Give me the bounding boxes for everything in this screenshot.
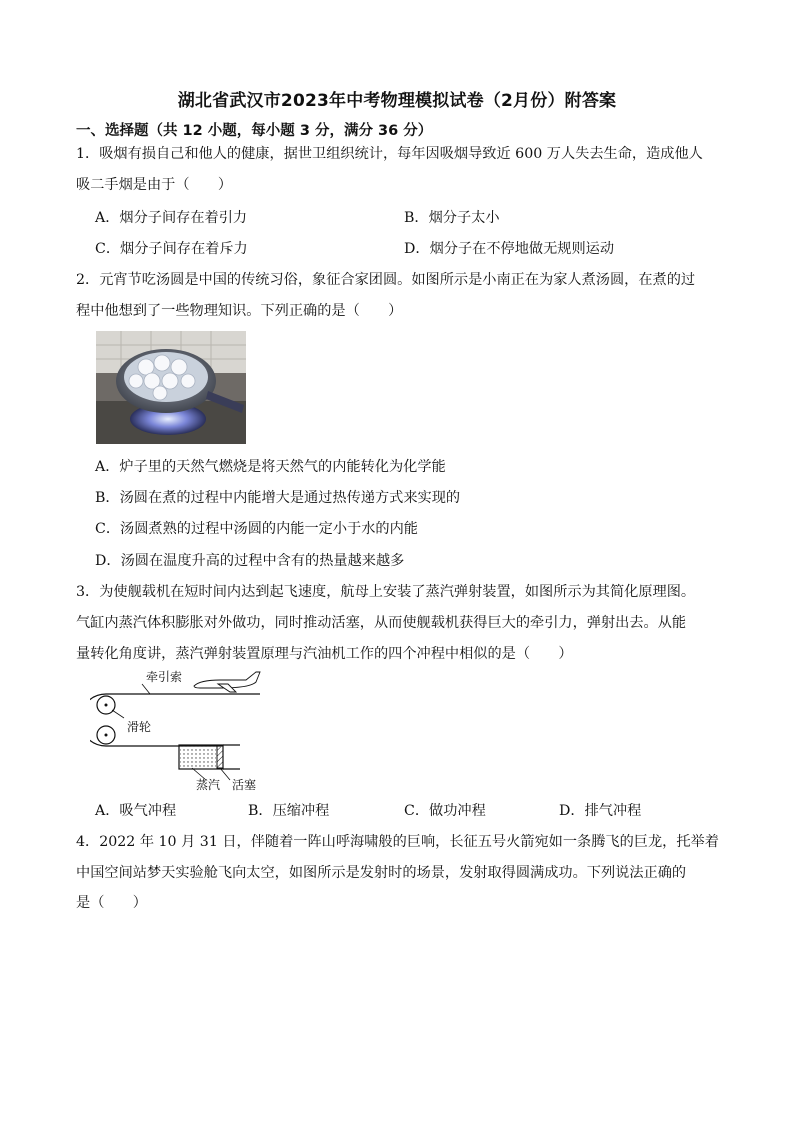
q3-option-b: B．压缩冲程 xyxy=(248,803,330,819)
section-heading: 一、选择题（共 12 小题，每小题 3 分，满分 36 分） xyxy=(76,123,433,139)
q2-stem-line2: 程中他想到了一些物理知识。下列正确的是（ ） xyxy=(76,303,403,319)
q2-tangyuan-photo xyxy=(96,331,246,444)
q1-stem-line1: 1．吸烟有损自己和他人的健康，据世卫组织统计，每年因吸烟导致近 600 万人失去生命，造成他人 xyxy=(76,146,703,162)
q3-label-steam: 蒸汽 xyxy=(196,778,221,792)
q3-stem-line3: 量转化角度讲，蒸汽弹射装置原理与汽油机工作的四个冲程中相似的是（ ） xyxy=(76,646,573,662)
q3-stem-line2: 气缸内蒸汽体积膨胀对外做功，同时推动活塞，从而使舰载机获得巨大的牵引力，弹射出去。从能 xyxy=(76,615,687,631)
q1-option-b: B．烟分子太小 xyxy=(404,210,500,226)
q3-label-piston: 活塞 xyxy=(232,778,257,792)
q3-label-cable: 牵引索 xyxy=(146,670,183,684)
q4-stem-line1: 4．2022 年 10 月 31 日，伴随着一阵山呼海啸般的巨响，长征五号火箭宛如一条腾飞的巨龙，托举着 xyxy=(76,834,719,850)
q3-option-a: A．吸气冲程 xyxy=(95,803,177,819)
q3-steam-catapult-diagram xyxy=(90,668,280,796)
q2-stem-line1: 2．元宵节吃汤圆是中国的传统习俗，象征合家团圆。如图所示是小南正在为家人煮汤圆，在煮的过 xyxy=(76,272,696,288)
q3-option-c: C．做功冲程 xyxy=(404,803,486,819)
q3-option-d: D．排气冲程 xyxy=(559,803,642,819)
q2-option-d: D．汤圆在温度升高的过程中含有的热量越来越多 xyxy=(95,553,405,569)
q3-stem-line1: 3．为使舰载机在短时间内达到起飞速度，航母上安装了蒸汽弹射装置，如图所示为其简化原理图。 xyxy=(76,584,696,600)
q2-option-c: C．汤圆煮熟的过程中汤圆的内能一定小于水的内能 xyxy=(95,521,418,537)
q1-option-a: A．烟分子间存在着引力 xyxy=(95,210,248,226)
q1-stem-line2: 吸二手烟是由于（ ） xyxy=(76,177,233,193)
q1-option-d: D．烟分子在不停地做无规则运动 xyxy=(404,241,615,257)
q3-label-pulley: 滑轮 xyxy=(127,720,152,734)
q4-stem-line3: 是（ ） xyxy=(76,895,147,911)
q1-option-c: C．烟分子间存在着斥力 xyxy=(95,241,248,257)
page-title: 湖北省武汉市2023年中考物理模拟试卷（2月份）附答案 xyxy=(177,91,617,111)
q2-option-a: A．炉子里的天然气燃烧是将天然气的内能转化为化学能 xyxy=(95,459,446,475)
q4-stem-line2: 中国空间站梦天实验舱飞向太空，如图所示是发射时的场景，发射取得圆满成功。下列说法正确的 xyxy=(76,865,687,881)
q2-option-b: B．汤圆在煮的过程中内能增大是通过热传递方式来实现的 xyxy=(95,490,461,506)
